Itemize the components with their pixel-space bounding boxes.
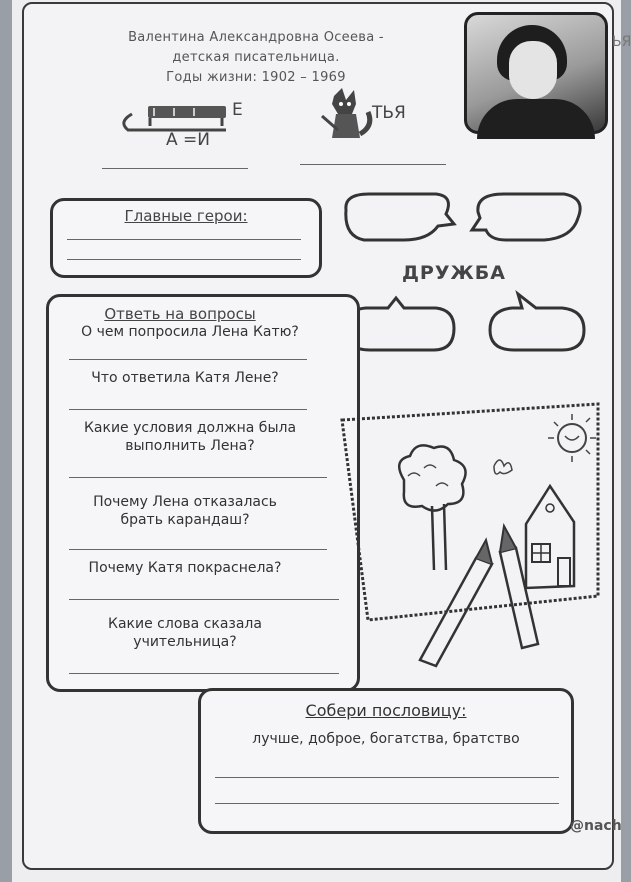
- adjacent-page-fragment: ЬЯ: [612, 34, 631, 50]
- proverb-title: Собери пословицу:: [305, 701, 467, 720]
- rebus-2-suffix: ТЬЯ: [372, 103, 406, 123]
- proverb-words: лучше, доброе, богатства, братство: [252, 731, 520, 747]
- question-5: Почему Катя покраснела?: [88, 560, 282, 576]
- question-4-line-2: брать карандаш?: [120, 512, 250, 528]
- question-3-line-2: выполнить Лена?: [125, 438, 255, 454]
- question-4-line-1: Почему Лена отказалась: [93, 494, 277, 510]
- worksheet-frame: [22, 2, 614, 870]
- worksheet-page: [12, 0, 631, 882]
- bio-line-1: Валентина Александровна Осеева -: [128, 30, 384, 45]
- questions-title: Ответь на вопросы: [104, 305, 256, 323]
- friendship-label: ДРУЖБА: [402, 262, 506, 284]
- question-3-line-1: Какие условия должна была: [83, 420, 297, 436]
- question-6-line-2: учительница?: [133, 634, 237, 650]
- bio-line-3: Годы жизни: 1902 – 1969: [166, 70, 346, 85]
- answer-line: [215, 803, 559, 804]
- question-1: О чем попросила Лена Катю?: [81, 324, 299, 340]
- answer-line: [215, 777, 559, 778]
- proverb-box: [198, 688, 574, 834]
- heroes-title: Главные герои:: [124, 207, 248, 225]
- rebus-1-letter: Е: [232, 100, 243, 120]
- rebus-1-swap: А =И: [166, 130, 210, 150]
- question-2: Что ответила Катя Лене?: [91, 370, 279, 386]
- bio-line-2: детская писательница.: [172, 50, 340, 65]
- author-watermark: @nach: [570, 818, 622, 834]
- question-6-line-1: Какие слова сказала: [108, 616, 262, 632]
